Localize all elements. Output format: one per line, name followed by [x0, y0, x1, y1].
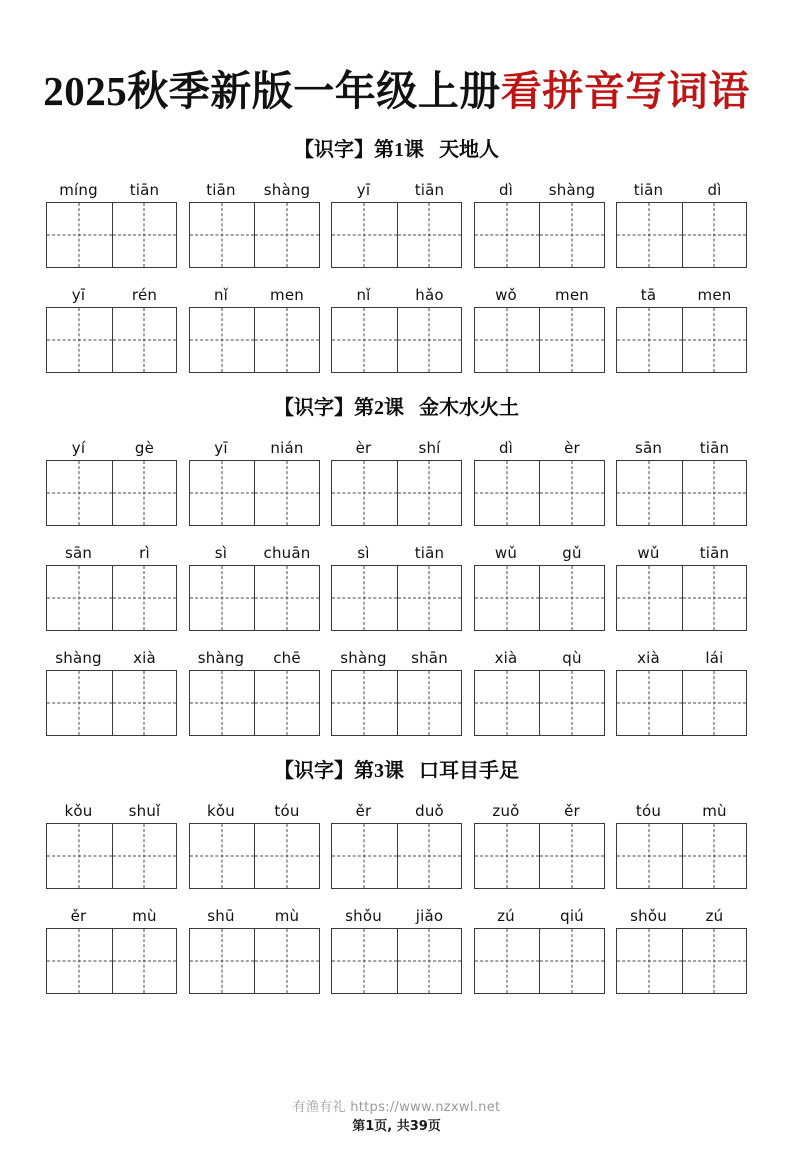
word-group — [189, 177, 320, 268]
pinyin-syllable: hǎo — [415, 285, 444, 304]
word-group — [474, 282, 605, 373]
tianzige-cell[interactable] — [539, 929, 604, 993]
pinyin-pair — [616, 282, 747, 304]
tianzige-writing-box[interactable] — [616, 928, 747, 994]
pinyin-syllable: sān — [634, 438, 663, 457]
pinyin-syllable: shàng — [55, 648, 102, 667]
pinyin-pair — [189, 903, 320, 925]
tianzige-cell[interactable] — [682, 308, 747, 372]
tianzige-cell[interactable] — [539, 671, 604, 735]
tianzige-writing-box[interactable] — [474, 928, 605, 994]
tianzige-writing-box[interactable] — [46, 565, 177, 631]
tianzige-cell[interactable] — [332, 461, 397, 525]
pinyin-syllable: duǒ — [415, 801, 444, 820]
tianzige-writing-box[interactable] — [331, 460, 462, 526]
tianzige-cell[interactable] — [475, 203, 540, 267]
tianzige-writing-box[interactable] — [46, 928, 177, 994]
tianzige-cell[interactable] — [617, 671, 682, 735]
tianzige-writing-box[interactable] — [46, 202, 177, 268]
tianzige-cell[interactable] — [254, 566, 319, 630]
tianzige-writing-box[interactable] — [331, 565, 462, 631]
pinyin-syllable: qiú — [560, 906, 584, 925]
pinyin-syllable: men — [697, 285, 732, 304]
tianzige-cell[interactable] — [682, 461, 747, 525]
pinyin-syllable: yī — [71, 285, 86, 304]
tianzige-cell[interactable] — [539, 566, 604, 630]
pinyin-pair — [46, 645, 177, 667]
pinyin-syllable: ěr — [564, 801, 580, 820]
pinyin-pair — [331, 282, 462, 304]
pinyin-syllable: jiǎo — [415, 906, 444, 925]
word-group — [474, 798, 605, 889]
lesson-heading: 【识字】第1课 天地人 — [294, 138, 499, 161]
pinyin-syllable: tiān — [699, 543, 730, 562]
tianzige-writing-box[interactable] — [616, 202, 747, 268]
tianzige-cell[interactable] — [332, 203, 397, 267]
word-group — [331, 798, 462, 889]
tianzige-writing-box[interactable] — [474, 565, 605, 631]
pinyin-syllable: èr — [564, 438, 580, 457]
pinyin-pair — [616, 798, 747, 820]
tianzige-writing-box[interactable] — [46, 307, 177, 373]
pinyin-syllable: rì — [139, 543, 150, 562]
tianzige-cell[interactable] — [617, 203, 682, 267]
pinyin-pair — [189, 282, 320, 304]
tianzige-cell[interactable] — [254, 308, 319, 372]
pinyin-pair — [331, 435, 462, 457]
pinyin-pair — [46, 282, 177, 304]
pinyin-syllable: wǔ — [494, 543, 518, 562]
word-group — [331, 435, 462, 526]
pinyin-syllable: shuǐ — [128, 801, 161, 820]
tianzige-cell[interactable] — [682, 929, 747, 993]
lesson-heading: 【识字】第2课 金木水火土 — [274, 396, 519, 419]
tianzige-cell[interactable] — [397, 308, 462, 372]
tianzige-cell[interactable] — [475, 308, 540, 372]
word-group — [46, 798, 177, 889]
tianzige-cell[interactable] — [47, 566, 112, 630]
tianzige-writing-box[interactable] — [331, 307, 462, 373]
pinyin-syllable: mù — [274, 906, 300, 925]
tianzige-cell[interactable] — [254, 671, 319, 735]
pinyin-pair — [189, 177, 320, 199]
word-group — [474, 435, 605, 526]
tianzige-cell[interactable] — [47, 929, 112, 993]
tianzige-cell[interactable] — [47, 308, 112, 372]
lesson-heading: 【识字】第3课 口耳目手足 — [274, 759, 519, 782]
tianzige-writing-box[interactable] — [616, 823, 747, 889]
word-group — [189, 903, 320, 994]
tianzige-cell[interactable] — [254, 824, 319, 888]
word-group — [46, 645, 177, 736]
pinyin-pair — [474, 540, 605, 562]
pinyin-pair — [189, 798, 320, 820]
tianzige-writing-box[interactable] — [189, 928, 320, 994]
word-group — [331, 282, 462, 373]
word-group — [474, 645, 605, 736]
pinyin-syllable: yī — [356, 180, 371, 199]
pinyin-syllable: yī — [214, 438, 228, 457]
tianzige-writing-box[interactable] — [189, 823, 320, 889]
pinyin-syllable: mù — [702, 801, 727, 820]
pinyin-syllable: sì — [357, 543, 370, 562]
page-title — [0, 27, 793, 115]
pinyin-syllable: shàng — [263, 180, 311, 199]
pinyin-syllable: dì — [498, 438, 514, 457]
pinyin-syllable: sì — [214, 543, 228, 562]
tianzige-writing-box[interactable] — [331, 823, 462, 889]
tianzige-cell[interactable] — [397, 671, 462, 735]
tianzige-cell[interactable] — [190, 929, 255, 993]
word-group — [616, 540, 747, 631]
pinyin-syllable: shǒu — [630, 906, 667, 925]
pinyin-syllable: tóu — [635, 801, 662, 820]
pinyin-syllable: xià — [637, 648, 660, 667]
tianzige-cell[interactable] — [617, 824, 682, 888]
pinyin-pair — [189, 645, 320, 667]
tianzige-cell[interactable] — [475, 566, 540, 630]
tianzige-writing-box[interactable] — [616, 565, 747, 631]
pinyin-syllable: shàng — [197, 648, 245, 667]
word-group — [331, 177, 462, 268]
pinyin-pair — [331, 540, 462, 562]
tianzige-cell[interactable] — [539, 461, 604, 525]
tianzige-cell[interactable] — [112, 461, 177, 525]
tianzige-writing-box[interactable] — [189, 565, 320, 631]
pinyin-syllable: nián — [270, 438, 304, 457]
pinyin-syllable: zú — [705, 906, 724, 925]
word-group — [189, 282, 320, 373]
tianzige-cell[interactable] — [112, 308, 177, 372]
tianzige-cell[interactable] — [47, 824, 112, 888]
word-row — [46, 282, 747, 373]
pinyin-syllable: mù — [132, 906, 157, 925]
tianzige-cell[interactable] — [475, 461, 540, 525]
pinyin-pair — [474, 177, 605, 199]
pinyin-pair — [331, 177, 462, 199]
pinyin-syllable: tā — [640, 285, 657, 304]
worksheet-page — [0, 27, 793, 1149]
tianzige-cell[interactable] — [475, 824, 540, 888]
pinyin-pair — [474, 282, 605, 304]
pinyin-pair — [474, 645, 605, 667]
tianzige-writing-box[interactable] — [189, 670, 320, 736]
pinyin-syllable: tiān — [633, 180, 664, 199]
pinyin-pair — [616, 645, 747, 667]
tianzige-cell[interactable] — [539, 308, 604, 372]
tianzige-cell[interactable] — [617, 308, 682, 372]
pinyin-syllable: shàng — [548, 180, 596, 199]
pinyin-syllable: xià — [494, 648, 518, 667]
tianzige-cell[interactable] — [539, 203, 604, 267]
tianzige-cell[interactable] — [682, 671, 747, 735]
pinyin-syllable: ěr — [70, 906, 87, 925]
pinyin-syllable: shǒu — [345, 906, 382, 925]
tianzige-cell[interactable] — [112, 566, 177, 630]
tianzige-writing-box[interactable] — [474, 307, 605, 373]
pinyin-syllable: tiān — [129, 180, 160, 199]
pinyin-pair — [46, 903, 177, 925]
tianzige-writing-box[interactable] — [474, 460, 605, 526]
pinyin-syllable: shān — [411, 648, 448, 667]
pinyin-pair — [46, 798, 177, 820]
pinyin-syllable: tiān — [414, 543, 445, 562]
tianzige-writing-box[interactable] — [474, 823, 605, 889]
pinyin-syllable: míng — [59, 180, 98, 199]
pinyin-pair — [616, 435, 747, 457]
tianzige-writing-box[interactable] — [616, 307, 747, 373]
tianzige-writing-box[interactable] — [189, 307, 320, 373]
pinyin-syllable: zuǒ — [492, 801, 520, 820]
pinyin-syllable: shū — [207, 906, 235, 925]
word-group — [189, 798, 320, 889]
pinyin-syllable: èr — [355, 438, 372, 457]
tianzige-cell[interactable] — [475, 929, 540, 993]
tianzige-writing-box[interactable] — [331, 670, 462, 736]
word-row — [46, 435, 747, 526]
tianzige-cell[interactable] — [332, 929, 397, 993]
pinyin-pair — [331, 645, 462, 667]
tianzige-cell[interactable] — [190, 824, 255, 888]
pinyin-pair — [189, 540, 320, 562]
tianzige-cell[interactable] — [682, 203, 747, 267]
tianzige-cell[interactable] — [397, 824, 462, 888]
word-group — [474, 540, 605, 631]
tianzige-cell[interactable] — [112, 929, 177, 993]
pinyin-pair — [46, 177, 177, 199]
pinyin-pair — [474, 903, 605, 925]
pinyin-syllable: men — [555, 285, 589, 304]
tianzige-cell[interactable] — [112, 824, 177, 888]
word-group — [616, 435, 747, 526]
pinyin-syllable: lái — [705, 648, 724, 667]
tianzige-cell[interactable] — [475, 671, 540, 735]
tianzige-cell[interactable] — [397, 566, 462, 630]
pinyin-syllable: tiān — [206, 180, 236, 199]
pinyin-syllable: qù — [562, 648, 582, 667]
tianzige-cell[interactable] — [112, 671, 177, 735]
pinyin-syllable: dì — [498, 180, 514, 199]
tianzige-writing-box[interactable] — [616, 670, 747, 736]
word-group — [189, 645, 320, 736]
pinyin-pair — [331, 798, 462, 820]
tianzige-cell[interactable] — [617, 461, 682, 525]
tianzige-writing-box[interactable] — [331, 928, 462, 994]
word-group — [474, 903, 605, 994]
pinyin-syllable: gè — [134, 438, 155, 457]
word-group — [616, 798, 747, 889]
tianzige-cell[interactable] — [682, 824, 747, 888]
watermark-text: 有渔有礼 https://www.nzxwl.net — [292, 1100, 501, 1116]
pinyin-syllable: yí — [71, 438, 86, 457]
word-group — [331, 903, 462, 994]
tianzige-cell[interactable] — [47, 203, 112, 267]
pinyin-syllable: tóu — [274, 801, 300, 820]
word-row — [46, 540, 747, 631]
tianzige-writing-box[interactable] — [46, 823, 177, 889]
tianzige-cell[interactable] — [682, 566, 747, 630]
page-number-label: 第1页, 共39页 — [352, 1119, 441, 1135]
word-group — [46, 540, 177, 631]
tianzige-cell[interactable] — [254, 461, 319, 525]
pinyin-syllable: shí — [418, 438, 441, 457]
tianzige-cell[interactable] — [47, 461, 112, 525]
pinyin-syllable: wǔ — [637, 543, 660, 562]
tianzige-cell[interactable] — [190, 566, 255, 630]
pinyin-syllable: gǔ — [562, 543, 582, 562]
page-title-red-text: 看拼音写词语 — [500, 68, 750, 115]
pinyin-pair — [331, 903, 462, 925]
tianzige-cell[interactable] — [190, 308, 255, 372]
word-row — [46, 903, 747, 994]
pinyin-syllable: chuān — [263, 543, 311, 562]
tianzige-cell[interactable] — [332, 824, 397, 888]
pinyin-syllable: kǒu — [64, 801, 93, 820]
word-group — [189, 435, 320, 526]
word-group — [46, 282, 177, 373]
word-group — [331, 645, 462, 736]
word-group — [46, 435, 177, 526]
pinyin-pair — [616, 903, 747, 925]
pinyin-syllable: tiān — [699, 438, 730, 457]
word-group — [616, 282, 747, 373]
tianzige-cell[interactable] — [332, 566, 397, 630]
pinyin-pair — [616, 177, 747, 199]
tianzige-writing-box[interactable] — [189, 460, 320, 526]
pinyin-syllable: nǐ — [356, 285, 371, 304]
tianzige-cell[interactable] — [47, 671, 112, 735]
tianzige-cell[interactable] — [190, 203, 255, 267]
pinyin-syllable: ěr — [355, 801, 372, 820]
word-group — [189, 540, 320, 631]
pinyin-syllable: rén — [131, 285, 158, 304]
pinyin-pair — [189, 435, 320, 457]
pinyin-syllable: sān — [64, 543, 93, 562]
pinyin-syllable: kǒu — [207, 801, 235, 820]
pinyin-syllable: tiān — [414, 180, 445, 199]
tianzige-writing-box[interactable] — [46, 670, 177, 736]
lessons-container — [0, 140, 793, 994]
pinyin-syllable: zú — [497, 906, 515, 925]
tianzige-writing-box[interactable] — [189, 202, 320, 268]
tianzige-writing-box[interactable] — [474, 202, 605, 268]
pinyin-syllable: chē — [273, 648, 301, 667]
word-group — [616, 903, 747, 994]
pinyin-pair — [474, 435, 605, 457]
tianzige-cell[interactable] — [190, 671, 255, 735]
tianzige-cell[interactable] — [617, 566, 682, 630]
tianzige-writing-box[interactable] — [474, 670, 605, 736]
tianzige-cell[interactable] — [254, 203, 319, 267]
tianzige-cell[interactable] — [397, 929, 462, 993]
tianzige-cell[interactable] — [397, 203, 462, 267]
tianzige-cell[interactable] — [190, 461, 255, 525]
pinyin-syllable: wǒ — [495, 285, 517, 304]
tianzige-cell[interactable] — [539, 824, 604, 888]
pinyin-pair — [616, 540, 747, 562]
tianzige-writing-box[interactable] — [331, 202, 462, 268]
tianzige-cell[interactable] — [254, 929, 319, 993]
word-row — [46, 645, 747, 736]
word-group — [331, 540, 462, 631]
pinyin-pair — [46, 435, 177, 457]
word-group — [46, 903, 177, 994]
tianzige-writing-box[interactable] — [616, 460, 747, 526]
pinyin-syllable: shàng — [340, 648, 387, 667]
word-group — [616, 645, 747, 736]
page-footer — [0, 1099, 793, 1135]
pinyin-syllable: men — [270, 285, 304, 304]
tianzige-cell[interactable] — [617, 929, 682, 993]
pinyin-syllable: nǐ — [213, 285, 229, 304]
tianzige-cell[interactable] — [332, 671, 397, 735]
pinyin-pair — [474, 798, 605, 820]
word-group — [474, 177, 605, 268]
word-group — [46, 177, 177, 268]
tianzige-writing-box[interactable] — [46, 460, 177, 526]
word-group — [616, 177, 747, 268]
tianzige-cell[interactable] — [397, 461, 462, 525]
pinyin-syllable: dì — [707, 180, 722, 199]
pinyin-pair — [46, 540, 177, 562]
word-row — [46, 177, 747, 268]
page-title-black-text: 2025秋季新版一年级上册 — [43, 68, 501, 115]
tianzige-cell[interactable] — [332, 308, 397, 372]
word-row — [46, 798, 747, 889]
pinyin-syllable: xià — [133, 648, 156, 667]
tianzige-cell[interactable] — [112, 203, 177, 267]
